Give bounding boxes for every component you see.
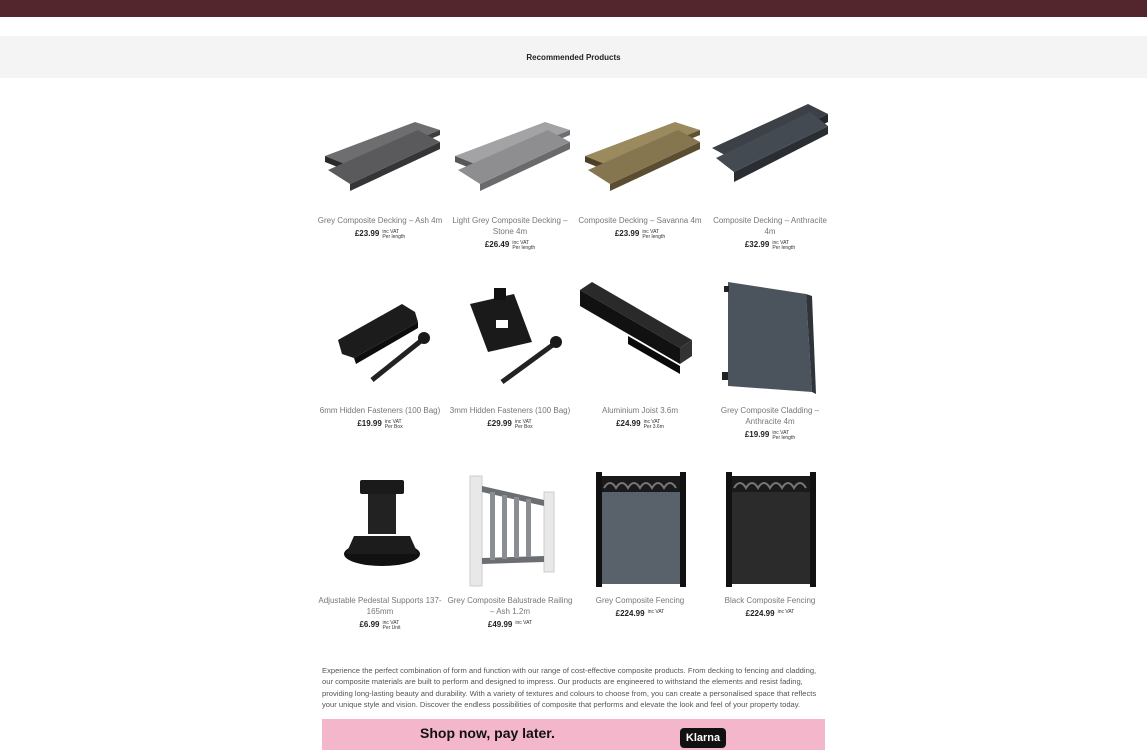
product-name[interactable]: 3mm Hidden Fasteners (100 Bag) — [449, 406, 571, 415]
decking-board-light-grey-icon[interactable] — [450, 92, 570, 207]
product-price: £19.99 — [744, 430, 770, 439]
product-card[interactable] — [315, 282, 445, 472]
unit-label: Per length — [512, 245, 536, 251]
product-name[interactable]: Aluminium Joist 3.6m — [601, 406, 679, 415]
klarna-banner[interactable] — [322, 719, 825, 750]
product-name[interactable]: Grey Composite Cladding – Anthracite 4m — [720, 406, 820, 426]
unit-label: Per length — [382, 234, 406, 240]
decking-board-savanna-icon[interactable] — [580, 92, 700, 207]
product-name[interactable]: Composite Decking – Savanna 4m — [578, 216, 702, 225]
recommended-band — [0, 36, 1147, 78]
product-card[interactable] — [575, 92, 705, 282]
product-name[interactable]: Light Grey Composite Decking – Stone 4m — [452, 216, 568, 236]
product-price: £29.99 — [487, 419, 512, 428]
vat-label: inc VAT — [642, 229, 660, 235]
hidden-fastener-icon[interactable] — [320, 282, 440, 397]
unit-label: Per Unit — [382, 625, 401, 631]
hidden-fastener-clip-icon[interactable] — [450, 282, 570, 397]
product-price: £224.99 — [615, 609, 645, 618]
product-card[interactable] — [445, 282, 575, 472]
vat-label: inc VAT — [514, 419, 532, 425]
product-grid — [315, 92, 835, 662]
product-card[interactable] — [445, 472, 575, 662]
aluminium-joist-icon[interactable] — [580, 282, 700, 397]
vat-label: inc VAT — [647, 609, 665, 615]
product-price: £6.99 — [359, 620, 380, 629]
fence-panel-black-icon[interactable] — [710, 472, 830, 587]
unit-label: Per Box — [384, 424, 403, 430]
product-name[interactable]: Composite Decking – Anthracite 4m — [713, 216, 827, 236]
vat-label: inc VAT — [643, 419, 661, 425]
product-card[interactable] — [575, 472, 705, 662]
product-card[interactable] — [445, 92, 575, 282]
product-card[interactable] — [315, 92, 445, 282]
product-card[interactable] — [705, 472, 835, 662]
product-price: £24.99 — [616, 419, 641, 428]
unit-label: Per 3.6m — [643, 424, 664, 430]
product-price: £26.49 — [484, 240, 510, 249]
cladding-board-icon[interactable] — [710, 282, 830, 397]
product-name[interactable]: Adjustable Pedestal Supports 137-165mm — [318, 596, 442, 616]
product-name[interactable]: Black Composite Fencing — [724, 596, 816, 605]
product-price: £32.99 — [744, 240, 770, 249]
vat-label: inc VAT — [512, 240, 530, 246]
decking-board-anthracite-icon[interactable] — [710, 92, 830, 207]
product-name[interactable]: Grey Composite Fencing — [595, 596, 685, 605]
product-card[interactable] — [315, 472, 445, 662]
product-price: £49.99 — [487, 620, 513, 629]
product-price: £224.99 — [745, 609, 775, 618]
fence-panel-grey-icon[interactable] — [580, 472, 700, 587]
vat-label: inc VAT — [515, 620, 533, 626]
pedestal-support-icon[interactable] — [320, 472, 440, 587]
product-name[interactable]: Grey Composite Decking – Ash 4m — [317, 216, 443, 225]
category-description: Experience the perfect combination of form and function with our range of cost-effective composite products. From decking to fencing and cladding, our composite materials are built to perform and designed to impress. Our products are engineered to withstand the elements and resist fading, providing long-lasting beauty and durability. With a variety of textures and colours to choose from, you can create a personalised space that reflects your unique style and vision. Discover the endless possibilities of composite that performs and elevate the look and feel of your property today. — [322, 665, 817, 710]
product-price: £23.99 — [614, 229, 640, 238]
vat-label: inc VAT — [384, 419, 402, 425]
unit-label: Per length — [642, 234, 666, 240]
product-price: £19.99 — [357, 419, 382, 428]
vat-label: inc VAT — [772, 430, 790, 436]
product-card[interactable] — [705, 282, 835, 472]
section-title: Recommended Products — [526, 52, 621, 62]
klarna-text: Shop now, pay later. — [420, 725, 555, 741]
vat-label: inc VAT — [382, 229, 400, 235]
product-card[interactable] — [705, 92, 835, 282]
vat-label: inc VAT — [772, 240, 790, 246]
product-price: £23.99 — [354, 229, 380, 238]
vat-label: inc VAT — [382, 620, 400, 626]
product-name[interactable]: 6mm Hidden Fasteners (100 Bag) — [319, 406, 441, 415]
product-card[interactable] — [575, 282, 705, 472]
unit-label: Per length — [772, 245, 796, 251]
decking-board-grey-icon[interactable] — [320, 92, 440, 207]
unit-label: Per Box — [514, 424, 533, 430]
product-name[interactable]: Grey Composite Balustrade Railing – Ash 1.2m — [447, 596, 573, 616]
vat-label: inc VAT — [777, 609, 795, 615]
klarna-logo: Klarna — [680, 728, 726, 748]
balustrade-railing-icon[interactable] — [450, 472, 570, 587]
top-header-bar — [0, 0, 1147, 17]
unit-label: Per length — [772, 435, 796, 441]
